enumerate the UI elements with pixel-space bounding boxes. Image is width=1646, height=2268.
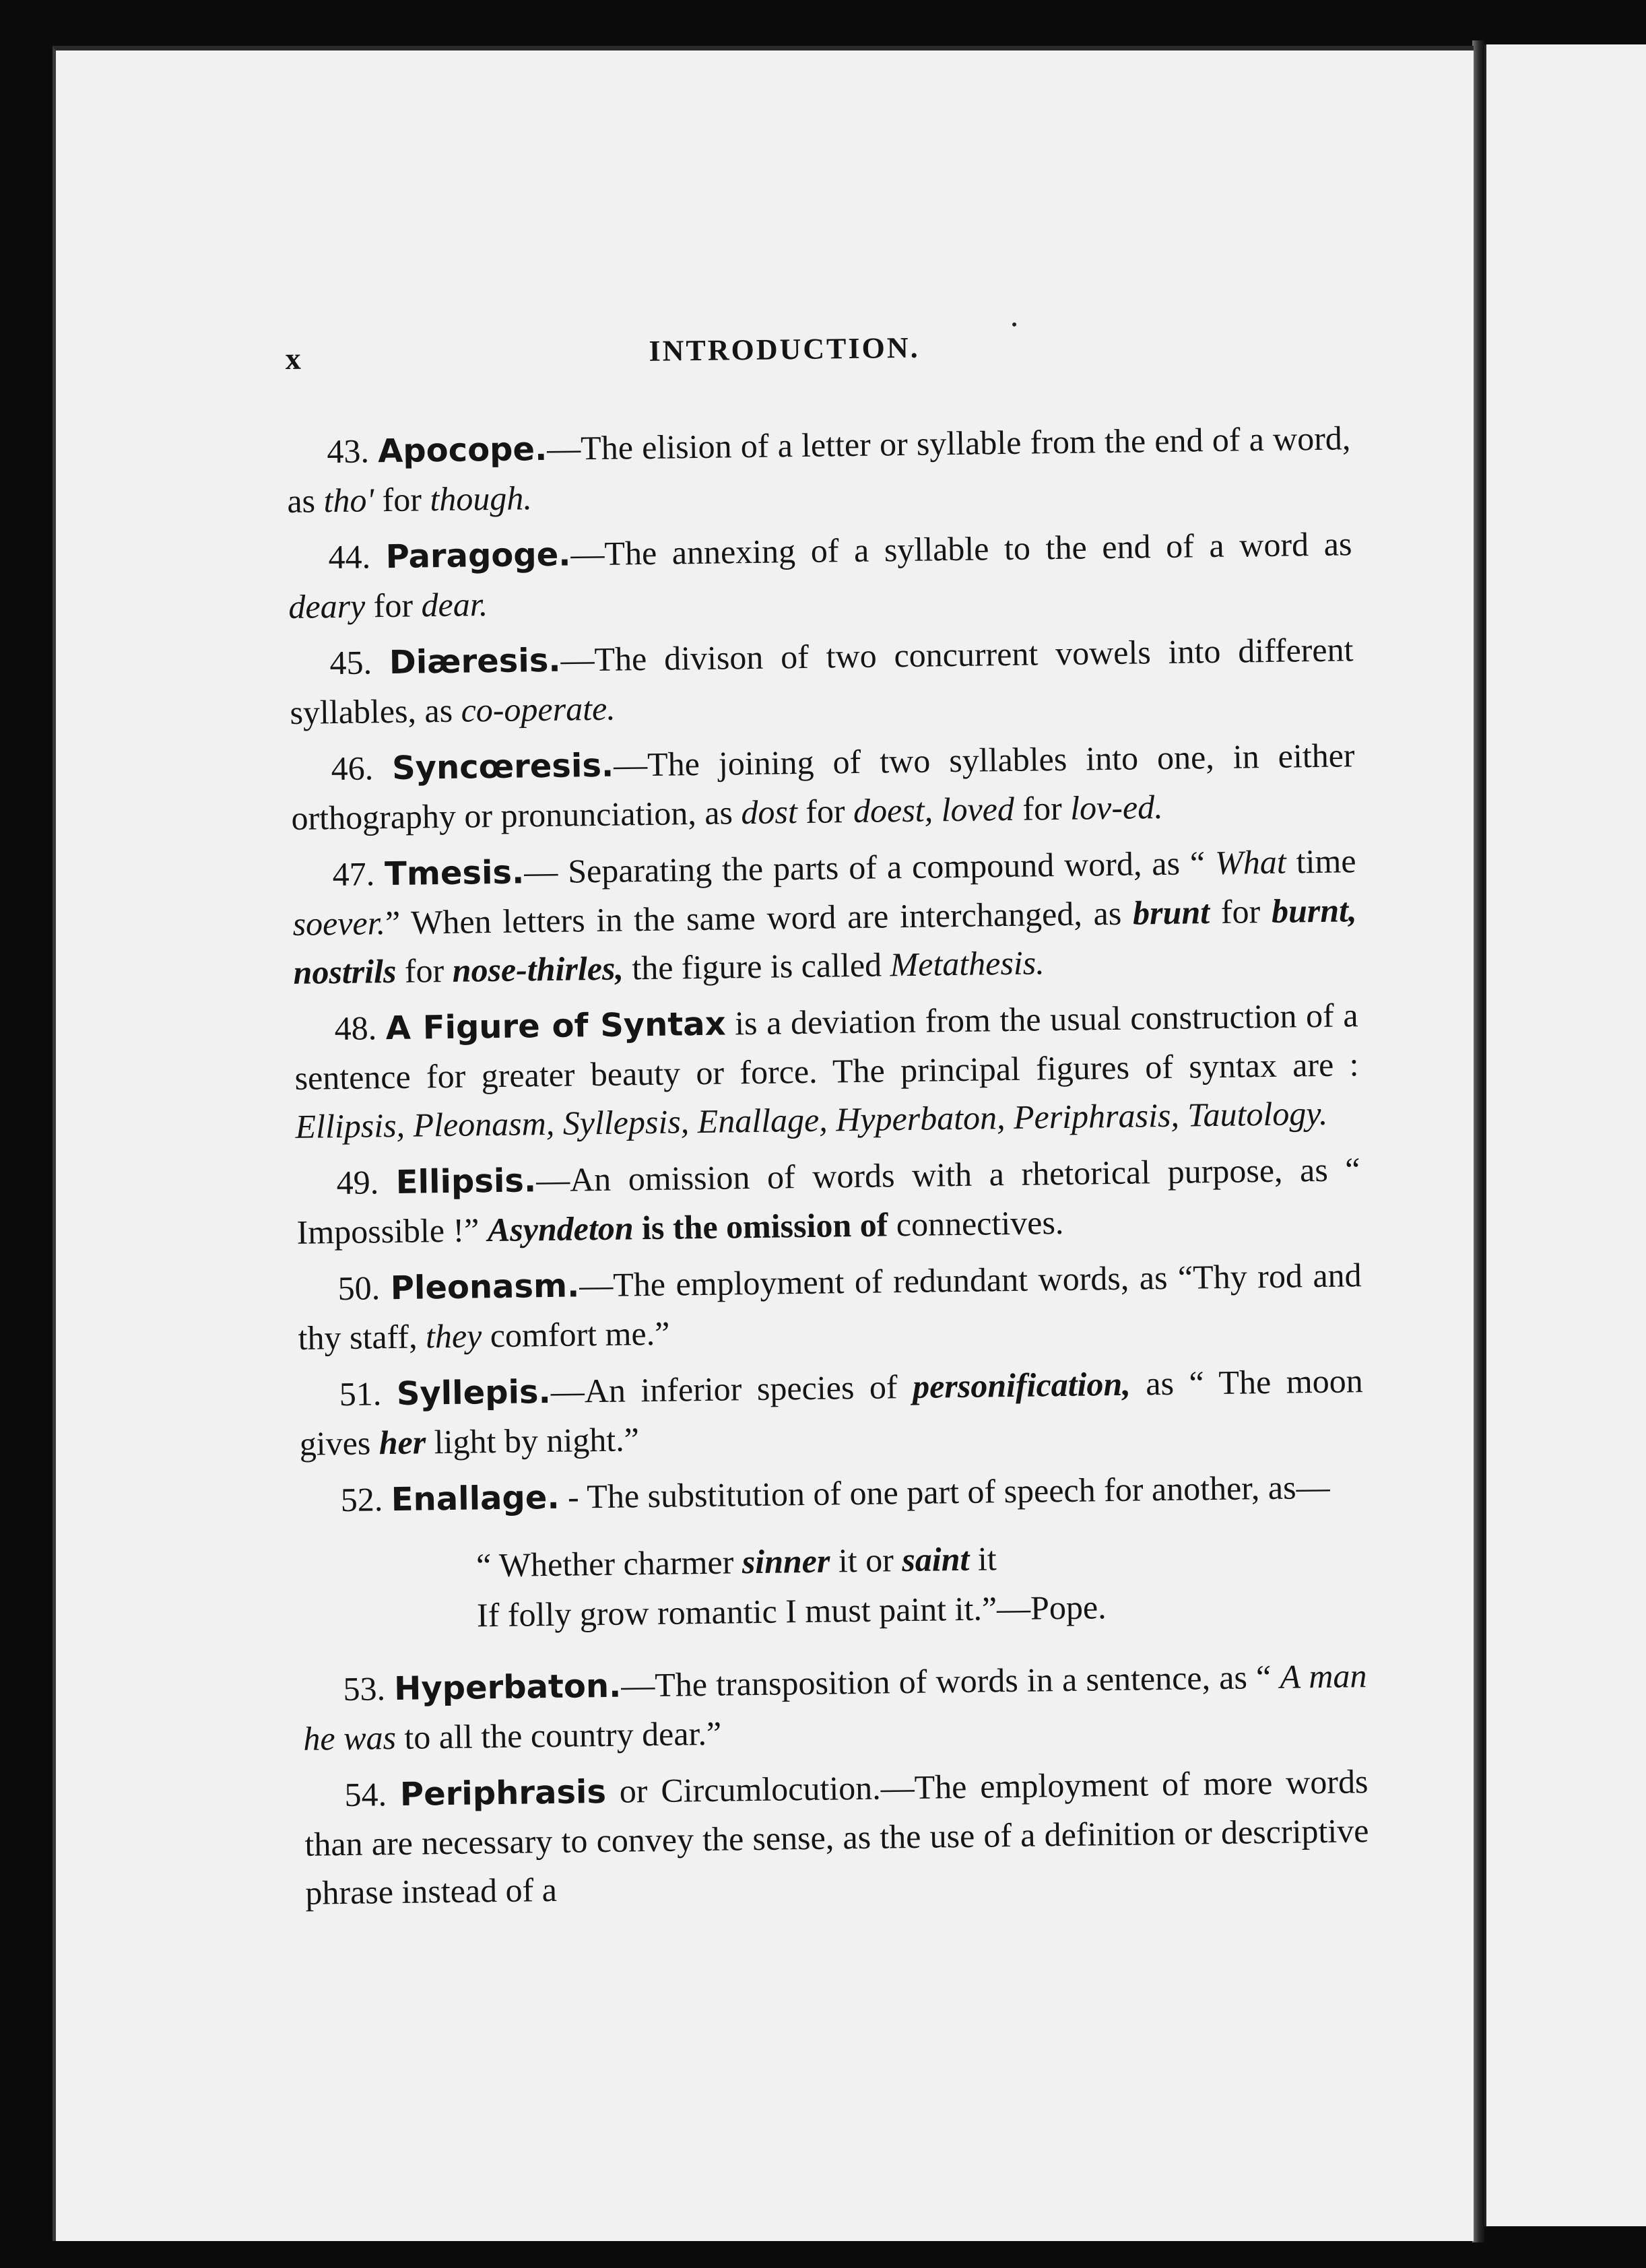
entry-paragraph (289, 625, 1354, 737)
body-text: for (797, 792, 854, 831)
body-text: - The substitution of one part of speech for another, as— (559, 1467, 1330, 1516)
body-text: or Circumlocution.—The employment of more words than are necessary to convey the sense, as the use of a definition or descriptive phrase instead of a (304, 1762, 1369, 1912)
entry-term: Pleonasm. (390, 1267, 580, 1308)
bold-italic-text: nostrils (293, 952, 397, 991)
bold-text: is the omission of (633, 1205, 888, 1247)
emphasis (913, 1365, 1131, 1405)
entry-paragraph (292, 836, 1358, 997)
entry-term: Paragoge. (385, 535, 571, 576)
body-text: —The divison of two concurrent vowels into different syllables, as (290, 630, 1354, 731)
running-head: INTRODUCTION. (649, 331, 920, 368)
body-text: for (396, 951, 453, 990)
emphasis (902, 1540, 970, 1578)
bold-italic-text: sinner (742, 1541, 830, 1581)
italic-text: lov-ed. (1069, 787, 1163, 827)
entry-paragraph (304, 1757, 1370, 1917)
facing-page-edge (1484, 44, 1646, 2226)
entry-paragraph (300, 1462, 1364, 1525)
entry-number: 45. (329, 643, 372, 682)
italic-text: dear. (421, 585, 488, 624)
page-number: x (285, 341, 301, 376)
body-text: —The elision of a letter or syllable from the end of a word, as (287, 419, 1351, 520)
entry-number: 47. (332, 855, 375, 894)
body-text: —The employment of redundant words, as “Thy rod and thy staff, (298, 1256, 1362, 1357)
body-text: time (1286, 842, 1356, 881)
entries-list-continued (302, 1651, 1370, 1917)
italic-text: A man he was (303, 1657, 1367, 1758)
emphasis (1272, 891, 1357, 930)
italic-text: doest, (853, 791, 933, 830)
italic-text: dost (741, 793, 798, 832)
body-text: the figure is called (623, 945, 890, 987)
bold-italic-text: her (378, 1423, 426, 1462)
body-text: —The transposition of words in a sentence, as “ (620, 1657, 1280, 1704)
italic-text: co-operate. (461, 689, 616, 729)
entry-term: Ellipsis. (395, 1162, 537, 1201)
book-page (53, 46, 1474, 2241)
entry-paragraph (296, 1145, 1361, 1257)
body-text: If folly grow romantic I must paint it.”—Pope. (476, 1588, 1107, 1634)
bold-italic-text: nose-thirles, (452, 949, 624, 989)
italic-text: deary (288, 587, 366, 626)
entry-term: Tmesis. (384, 853, 525, 894)
entry-term: Periphrasis (399, 1772, 607, 1813)
entry-paragraph (288, 519, 1353, 631)
italic-text: Ellipsis, Pleonasm, Syllepsis, Enallage, Hyperbaton, Periphrasis, Tautology. (295, 1094, 1328, 1145)
entry-term: Hyperbaton. (393, 1667, 622, 1708)
entry-number: 49. (336, 1163, 379, 1202)
bold-italic-text: brunt (1132, 893, 1210, 932)
entry-term: Diæresis. (389, 641, 561, 682)
entry-number: 43. (327, 432, 370, 471)
entry-paragraph (286, 413, 1352, 525)
italic-text: loved (941, 789, 1015, 829)
emphasis (1133, 893, 1210, 931)
entry-term: Enallage. (391, 1478, 560, 1519)
book-spine (1472, 40, 1484, 2242)
body-text: as “ The moon gives (299, 1362, 1363, 1463)
entry-number: 54. (344, 1775, 387, 1814)
body-text: — Separating the parts of a compound word, as “ (523, 843, 1216, 891)
body-text: —The joining of two syllables into one, in either orthography or pronunciation, as (291, 736, 1355, 837)
entry-paragraph (302, 1651, 1368, 1763)
entry-paragraph (290, 731, 1356, 842)
body-text: —An inferior species of (550, 1367, 913, 1410)
entry-number: 53. (343, 1669, 386, 1708)
entry-paragraph (298, 1356, 1364, 1468)
entry-term: Syncœresis. (391, 746, 614, 787)
body-text: for (364, 586, 422, 625)
body-text: —An omission of words with a rhetorical purpose, as “ Impossible !” (296, 1150, 1360, 1251)
entry-number: 48. (334, 1009, 377, 1048)
entry-term: Syllepis. (396, 1372, 552, 1413)
body-text: “ Whether charmer (475, 1543, 743, 1585)
bold-italic-text: personification, (912, 1364, 1131, 1405)
body-text: comfort me.” (481, 1314, 670, 1355)
body-text: to all the country dear.” (395, 1714, 722, 1757)
body-text: it or (830, 1541, 902, 1580)
italic-text: they (425, 1316, 482, 1356)
body-text: —The annexing of a syllable to the end of a word as (570, 525, 1352, 573)
entry-term: A Figure of Syntax (385, 1005, 726, 1048)
emphasis (452, 949, 624, 989)
entry-term: Apocope. (377, 430, 548, 471)
italic-text: Metathesis. (890, 943, 1045, 984)
verse-quotation (476, 1529, 1367, 1640)
emphasis (293, 952, 397, 991)
body-text (933, 791, 942, 828)
body-text: light by night.” (425, 1420, 640, 1461)
verse-line-2 (477, 1578, 1367, 1640)
print-speck (1012, 323, 1016, 327)
entry-paragraph (294, 991, 1360, 1151)
entry-number: 52. (340, 1480, 383, 1519)
page-content (285, 312, 1370, 1925)
body-text: ” When letters in the same word are interchanged, as (385, 894, 1133, 942)
emphasis (487, 1209, 633, 1248)
italic-text: tho' (323, 481, 374, 520)
entry-number: 50. (337, 1269, 381, 1308)
body-text: is a deviation from the usual construction of a sentence for greater beauty or force. The principal figures of syntax are : (294, 996, 1359, 1097)
entries-list (286, 413, 1364, 1525)
body-text: for (1209, 892, 1272, 931)
italic-text: though. (430, 479, 533, 519)
entry-paragraph (297, 1250, 1362, 1362)
bold-italic-text: saint (901, 1539, 970, 1579)
entry-number: 46. (331, 749, 374, 788)
entry-number: 51. (339, 1374, 382, 1413)
emphasis (378, 1423, 426, 1461)
italic-text: soever. (292, 904, 386, 943)
body-text: for (1014, 789, 1071, 828)
body-text: for (373, 480, 430, 519)
italic-text: What (1214, 842, 1287, 881)
bold-italic-text: burnt, (1271, 891, 1357, 930)
entry-number: 44. (328, 537, 371, 576)
page-header (285, 312, 1350, 380)
bold-italic-text: Asyndeton (487, 1209, 634, 1249)
body-text: connectives. (887, 1203, 1064, 1244)
body-text: it (968, 1539, 997, 1578)
emphasis (742, 1542, 830, 1581)
